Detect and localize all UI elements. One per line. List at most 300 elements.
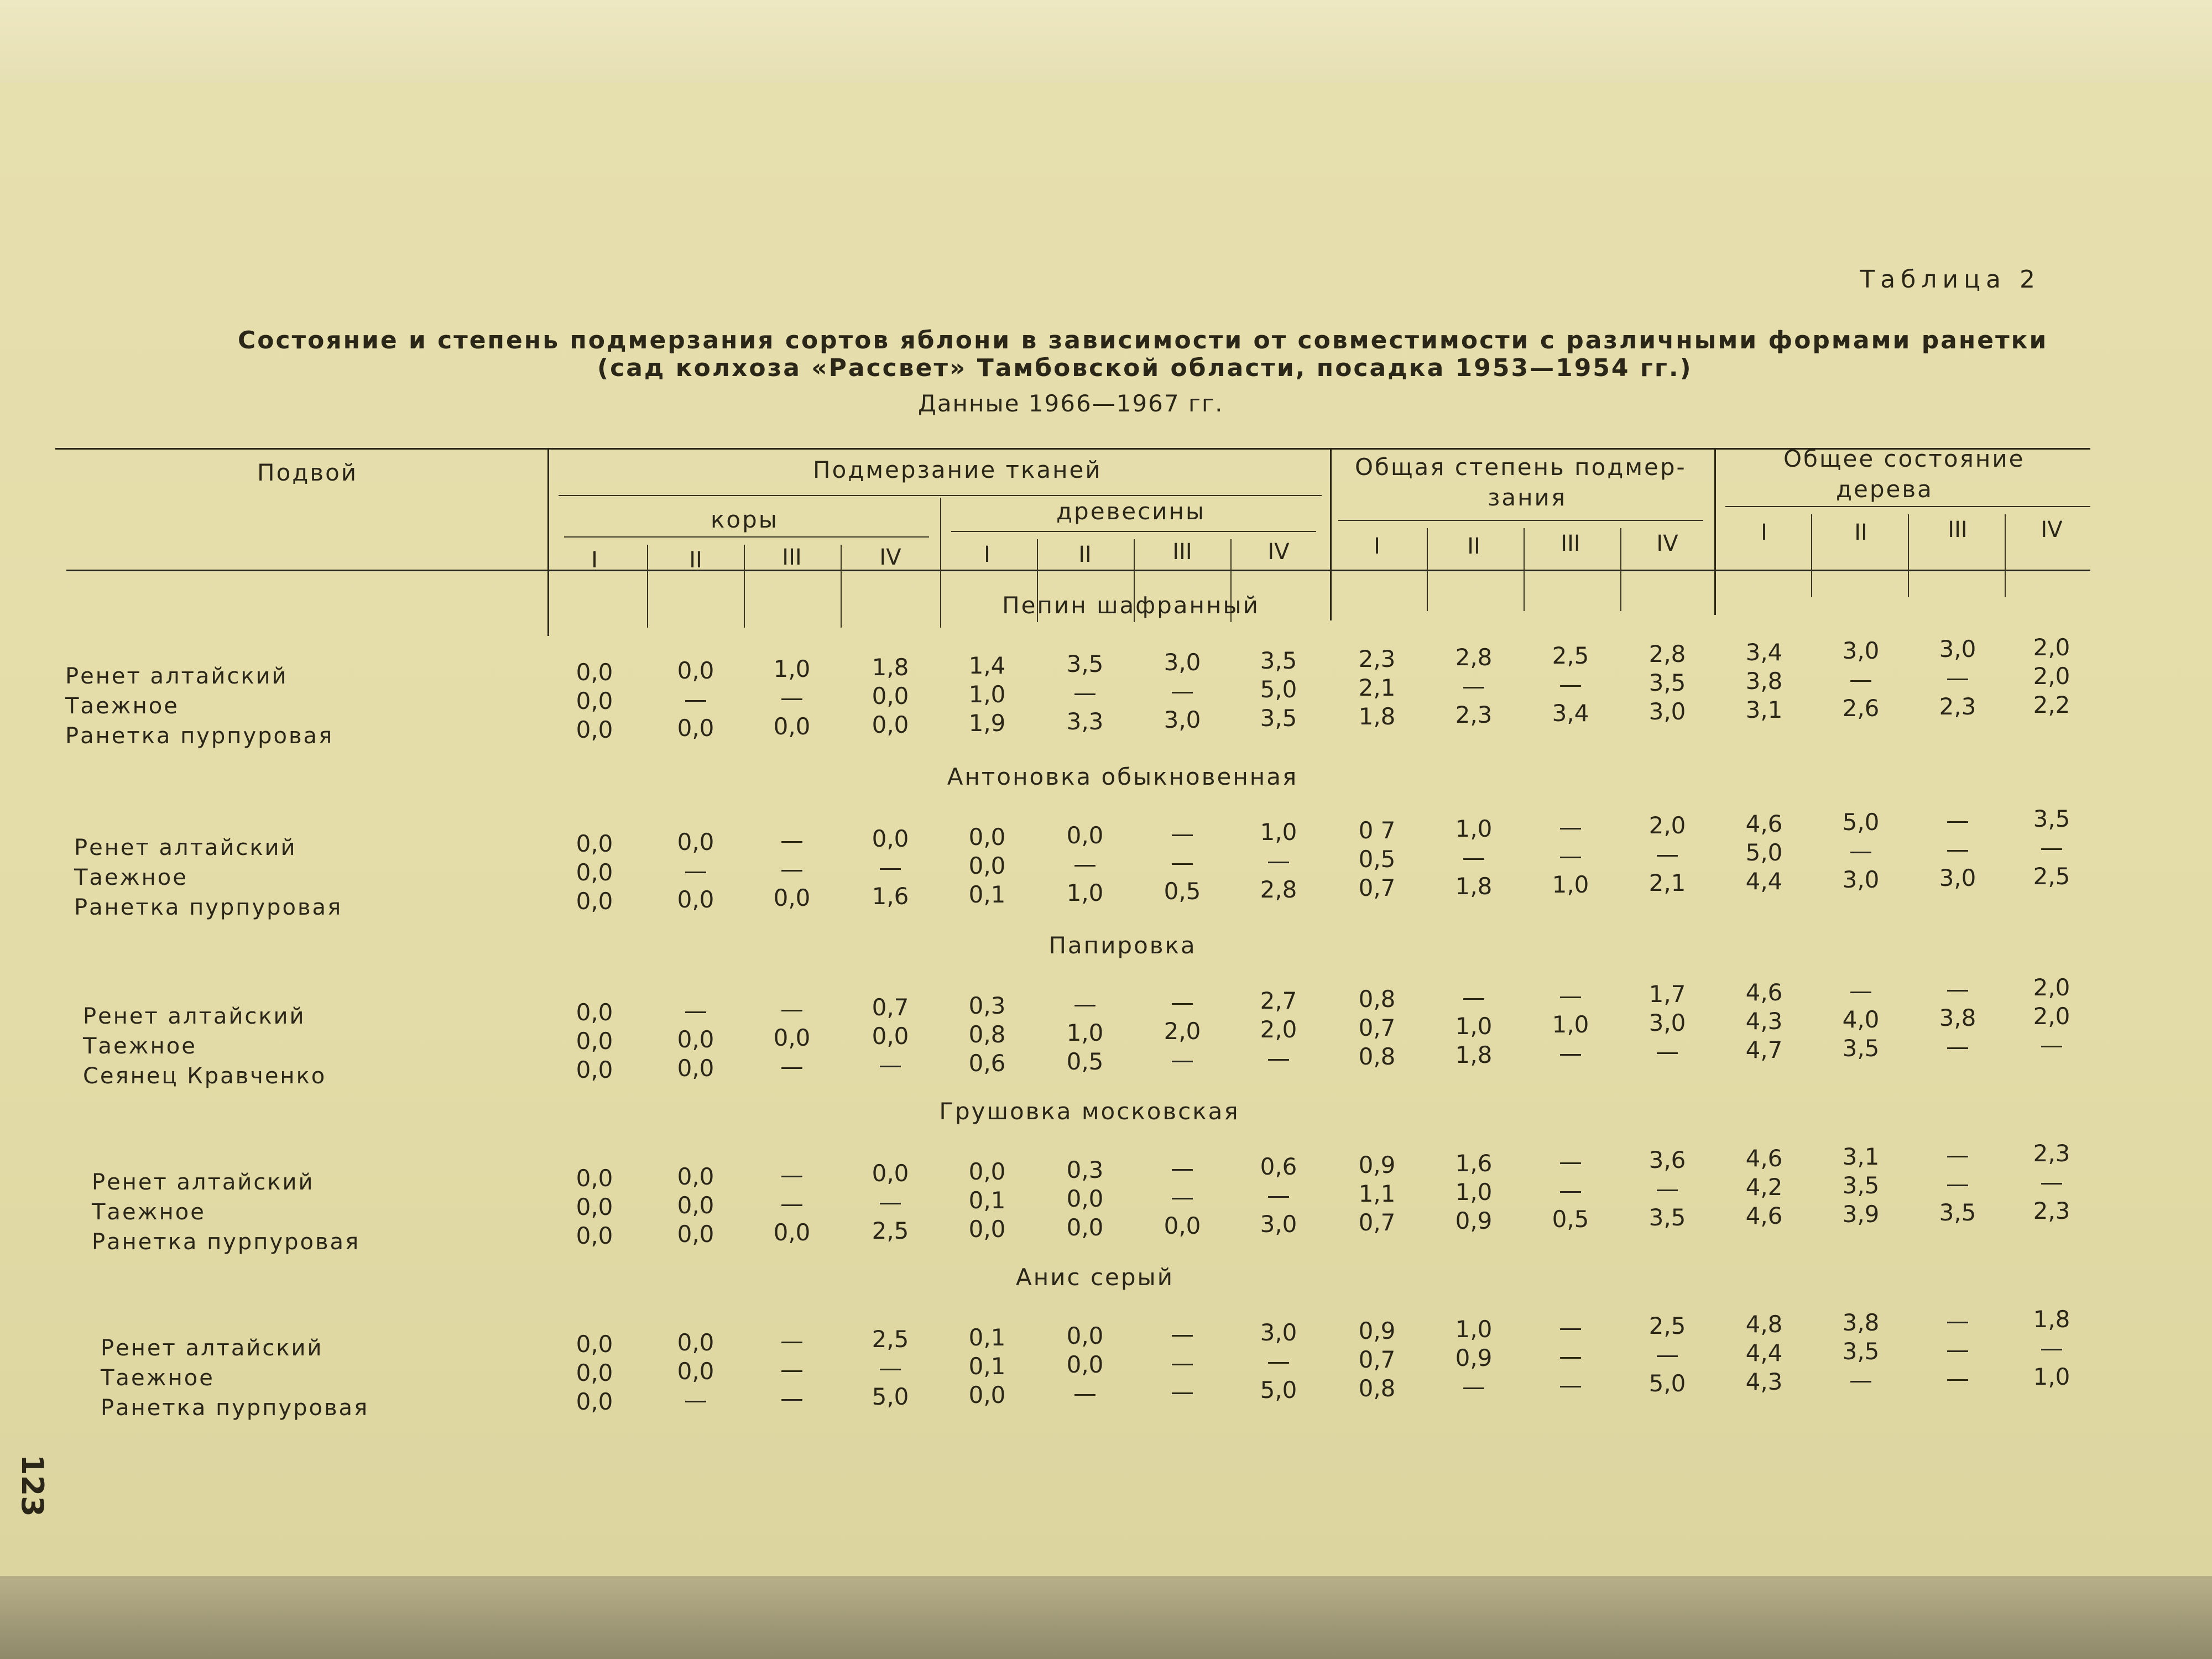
table-years: Данные 1966—1967 гг.	[918, 390, 1224, 417]
table-cell: —	[1946, 975, 1969, 1003]
table-cell: 0,0	[773, 1024, 811, 1051]
table-cell: 0,7	[1358, 1209, 1396, 1236]
table-cell: —	[1849, 666, 1872, 693]
table-cell: 2,3	[1358, 645, 1396, 672]
table-cell: 0,0	[1066, 1351, 1104, 1378]
table-cell: 0,0	[773, 713, 811, 740]
table-cell: 0,5	[1358, 846, 1396, 873]
table-cell: 2,0	[2033, 634, 2070, 661]
table-title: Состояние и степень подмерзания сортов яблони в зависимости от совместимости с различными формами ранетки	[238, 326, 2048, 354]
table-cell: 3,0	[1164, 649, 1201, 676]
table-cell: 5,0	[1648, 1370, 1686, 1397]
table-cell: 3,5	[1648, 1204, 1686, 1231]
table-cell: —	[684, 686, 707, 713]
table-cell: —	[1946, 1336, 1969, 1363]
table-cell: 3,6	[1648, 1146, 1686, 1173]
table-cell: 4,7	[1745, 1036, 1783, 1063]
table-cell: —	[780, 1327, 804, 1354]
table-cell: 0,0	[576, 1222, 613, 1249]
column-header-roman: III	[1172, 539, 1192, 565]
table-cell: —	[1462, 1373, 1485, 1400]
table-cell: 3,5	[1842, 1035, 1880, 1062]
table-cell: —	[780, 1161, 804, 1188]
table-cell: 2,8	[1260, 876, 1297, 903]
table-cell: 2,1	[1648, 869, 1686, 896]
table-cell: 3,0	[1939, 635, 1976, 662]
col-divider	[1427, 528, 1428, 611]
table-cell: 0,5	[1552, 1206, 1589, 1233]
table-cell: 1,1	[1358, 1180, 1396, 1207]
table-cell: 0,0	[1066, 1322, 1104, 1349]
table-cell: 2,6	[1842, 695, 1880, 722]
table-cell: 0,0	[968, 852, 1006, 879]
table-cell: 1,0	[1455, 815, 1493, 842]
col-divider	[647, 545, 648, 628]
table-cell: 0,0	[968, 1158, 1006, 1185]
header-bark: коры	[711, 506, 779, 533]
table-cell: 0,1	[968, 1353, 1006, 1380]
table-cell: 1,0	[1552, 1011, 1589, 1038]
column-header-roman: IV	[1267, 539, 1290, 565]
table-cell: 1,0	[1066, 879, 1104, 906]
table-cell: 5,0	[1745, 839, 1783, 866]
table-cell: —	[1171, 820, 1194, 847]
col-divider	[1524, 528, 1525, 611]
table-cell: —	[1946, 664, 1969, 691]
table-cell: —	[1267, 1182, 1290, 1209]
table-cell: —	[1946, 1170, 1969, 1197]
table-cell: 0,6	[1260, 1153, 1297, 1180]
table-cell: 0,0	[1066, 822, 1104, 849]
table-cell: 3,5	[1260, 705, 1297, 732]
table-cell: 2,8	[1648, 640, 1686, 667]
table-cell: 0,0	[576, 1056, 613, 1083]
table-cell: —	[1171, 1046, 1194, 1073]
group-divider-2	[1714, 449, 1716, 615]
variety-heading: Пепин шафранный	[1002, 592, 1260, 619]
table-cell: —	[1171, 1321, 1194, 1348]
table-cell: 3,0	[1260, 1211, 1297, 1238]
table-cell: 0,0	[576, 716, 613, 743]
table-cell: 0,0	[773, 1219, 811, 1246]
table-cell: —	[684, 857, 707, 884]
table-cell: 3,4	[1552, 700, 1589, 727]
table-cell: 3,0	[1648, 1009, 1686, 1036]
table-cell: —	[1073, 990, 1097, 1018]
table-cell: 2,3	[1939, 693, 1976, 720]
table-cell: 1,0	[1455, 1178, 1493, 1206]
table-cell: 3,9	[1842, 1201, 1880, 1228]
table-cell: 4,2	[1745, 1173, 1783, 1201]
table-cell: —	[1849, 977, 1872, 1004]
column-header-roman: I	[1761, 520, 1767, 545]
table-cell: 1,8	[2033, 1306, 2070, 1333]
header-overall-state-l1: Общее состояние	[1783, 445, 2025, 472]
table-cell: 0,0	[677, 1192, 714, 1219]
table-cell: —	[2040, 1031, 2063, 1058]
table-cell: —	[1849, 1366, 1872, 1394]
table-cell: 0,0	[576, 1331, 613, 1358]
table-cell: 4,6	[1745, 810, 1783, 837]
table-cell: 0,7	[1358, 1346, 1396, 1373]
table-cell: —	[1656, 841, 1679, 868]
table-cell: —	[684, 1386, 707, 1413]
table-cell: 4,3	[1745, 1008, 1783, 1035]
table-cell: 0,0	[677, 714, 714, 742]
table-cell: 2,5	[872, 1326, 909, 1353]
rootstock-label: Ренет алтайский	[101, 1335, 324, 1361]
rootstock-label: Ранетка пурпуровая	[101, 1395, 369, 1421]
table-cell: —	[1073, 851, 1097, 878]
table-cell: 2,5	[2033, 863, 2070, 890]
table-cell: 0,0	[677, 1358, 714, 1385]
table-cell: 5,0	[872, 1383, 909, 1410]
table-cell: 2,5	[872, 1217, 909, 1244]
table-cell: 0,1	[968, 1324, 1006, 1351]
table-cell: 0,5	[1164, 878, 1201, 905]
table-cell: —	[879, 1354, 902, 1381]
table-cell: 0,0	[677, 1026, 714, 1053]
degree-underline	[1338, 520, 1703, 521]
column-header-roman: III	[1948, 517, 1968, 542]
table-cell: 0,0	[576, 659, 613, 686]
header-overall-degree-l2: зания	[1488, 484, 1567, 511]
table-cell: 3,4	[1745, 639, 1783, 666]
table-cell: —	[1462, 984, 1485, 1011]
table-cell: —	[1559, 1343, 1582, 1370]
table-cell: —	[1849, 837, 1872, 864]
table-cell: —	[1171, 849, 1194, 876]
column-header-roman: II	[1467, 534, 1480, 559]
table-cell: 0,0	[773, 884, 811, 911]
col-divider	[841, 545, 842, 628]
variety-heading: Папировка	[1048, 932, 1197, 959]
table-cell: —	[879, 1051, 902, 1078]
table-cell: 4,6	[1745, 1145, 1783, 1172]
table-cell: 3,3	[1066, 708, 1104, 735]
column-header-roman: IV	[2041, 517, 2063, 542]
table-cell: 0,0	[677, 1220, 714, 1248]
table-cell: 3,0	[1842, 637, 1880, 664]
table-cell: 2,3	[2033, 1197, 2070, 1224]
table-cell: 0 7	[1358, 817, 1396, 844]
table-cell: 3,0	[1939, 864, 1976, 891]
table-cell: —	[1656, 1038, 1679, 1065]
header-overall-degree-l1: Общая степень подмер-	[1355, 453, 1687, 481]
header-tissue-freezing: Подмерзание тканей	[813, 456, 1102, 483]
table-cell: 2,8	[1455, 644, 1493, 671]
table-cell: 2,0	[2033, 662, 2070, 690]
table-cell: 0,0	[872, 1022, 909, 1050]
rootstock-label: Таежное	[65, 693, 179, 719]
book-page	[0, 83, 2212, 1576]
table-cell: —	[1559, 1314, 1582, 1341]
group-divider-bark-wood	[940, 498, 941, 628]
table-cell: 0,5	[1066, 1048, 1104, 1075]
table-cell: —	[780, 995, 804, 1022]
table-cell: —	[1267, 1045, 1290, 1072]
tissue-underline	[559, 495, 1322, 496]
table-cell: 0,0	[677, 1329, 714, 1356]
table-cell: 4,4	[1745, 868, 1783, 895]
table-cell: 0,1	[968, 881, 1006, 908]
table-cell: 4,6	[1745, 1202, 1783, 1229]
table-cell: 0,1	[968, 1187, 1006, 1214]
table-cell: 3,5	[1066, 650, 1104, 677]
table-cell: 3,5	[1260, 647, 1297, 674]
rootstock-label: Таежное	[83, 1034, 197, 1059]
rootstock-label: Таежное	[101, 1365, 215, 1391]
table-cell: 1,0	[1455, 1316, 1493, 1343]
table-cell: —	[1946, 1307, 1969, 1334]
table-cell: 1,8	[1455, 873, 1493, 900]
table-cell: 0,0	[576, 687, 613, 714]
col-divider	[1908, 514, 1909, 597]
column-header-roman: I	[984, 542, 990, 567]
table-cell: —	[780, 1190, 804, 1217]
table-cell: 1,0	[968, 681, 1006, 708]
table-cell: —	[879, 1188, 902, 1215]
table-cell: —	[780, 855, 804, 883]
rootstock-label: Ранетка пурпуровая	[92, 1229, 361, 1255]
table-cell: 0,0	[677, 1163, 714, 1190]
table-cell: 4,4	[1745, 1339, 1783, 1366]
table-cell: —	[2040, 1168, 2063, 1196]
table-cell: 2,2	[2033, 691, 2070, 718]
table-cell: —	[1171, 677, 1194, 705]
table-cell: —	[2040, 1334, 2063, 1361]
table-cell: —	[1946, 1033, 1969, 1060]
table-cell: 0,3	[968, 992, 1006, 1019]
col-divider	[744, 545, 745, 628]
wood-underline	[951, 531, 1316, 532]
table-cell: —	[1171, 1349, 1194, 1376]
table-cell: —	[1073, 1380, 1097, 1407]
table-cell: —	[879, 854, 902, 881]
column-header-roman: I	[1374, 534, 1380, 559]
table-cell: —	[780, 1385, 804, 1412]
table-cell: 0,0	[1066, 1185, 1104, 1212]
table-cell: 1,0	[2033, 1363, 2070, 1390]
table-cell: 0,3	[1066, 1156, 1104, 1183]
table-cell: 0,9	[1455, 1344, 1493, 1371]
rootstock-label: Ранетка пурпуровая	[65, 723, 334, 749]
variety-heading: Грушовка московская	[939, 1098, 1240, 1125]
table-cell: —	[1656, 1175, 1679, 1202]
table-cell: —	[780, 827, 804, 854]
table-cell: —	[1656, 1341, 1679, 1368]
bark-underline	[564, 536, 929, 538]
table-cell: 0,0	[576, 830, 613, 857]
table-cell: 3,8	[1939, 1004, 1976, 1031]
table-cell: 0,0	[576, 1027, 613, 1055]
table-cell: 0,0	[576, 1388, 613, 1415]
table-cell: 0,0	[968, 823, 1006, 851]
table-cell: —	[1073, 679, 1097, 706]
table-cell: 2,5	[1552, 642, 1589, 669]
table-cell: 0,7	[1358, 874, 1396, 901]
table-cell: 3,5	[2033, 805, 2070, 832]
table-cell: 0,0	[872, 1160, 909, 1187]
table-cell: 3,1	[1842, 1143, 1880, 1170]
table-cell: 1,6	[872, 883, 909, 910]
table-cell: 0,8	[1358, 985, 1396, 1013]
table-cell: —	[1559, 1371, 1582, 1399]
table-cell: —	[1267, 847, 1290, 874]
table-cell: 0,9	[1358, 1317, 1396, 1344]
table-cell: 2,0	[1260, 1016, 1297, 1043]
table-cell: 0,0	[1164, 1212, 1201, 1239]
table-cell: 5,0	[1260, 676, 1297, 703]
column-header-roman: IV	[879, 545, 901, 570]
table-cell: —	[1171, 1378, 1194, 1405]
table-cell: 3,8	[1842, 1309, 1880, 1336]
table-cell: 0,0	[576, 1359, 613, 1386]
table-label: Таблица 2	[1860, 265, 2041, 294]
table-cell: 5,0	[1842, 808, 1880, 836]
table-cell: —	[1559, 842, 1582, 869]
table-cell: —	[1946, 1365, 1969, 1392]
table-cell: 0,0	[872, 711, 909, 738]
table-cell: —	[780, 1053, 804, 1080]
table-cell: 0,7	[872, 994, 909, 1021]
table-cell: 3,8	[1745, 667, 1783, 695]
column-header-roman: III	[782, 545, 802, 570]
table-cell: 0,0	[872, 825, 909, 852]
table-cell: 2,0	[2033, 974, 2070, 1001]
table-cell: 3,0	[1164, 706, 1201, 733]
table-cell: 2,0	[1648, 812, 1686, 839]
table-cell: 0,0	[576, 1165, 613, 1192]
table-cell: 0,0	[576, 859, 613, 886]
table-cell: —	[1946, 1141, 1969, 1168]
header-bottom-rule	[66, 570, 2090, 571]
column-header-roman: II	[1078, 542, 1092, 567]
table-cell: —	[1559, 813, 1582, 841]
table-cell: —	[1171, 989, 1194, 1016]
rootstock-label: Таежное	[92, 1199, 206, 1225]
column-header-roman: IV	[1656, 531, 1678, 556]
table-cell: —	[1171, 1155, 1194, 1182]
table-cell: 2,1	[1358, 674, 1396, 701]
table-cell: 5,0	[1260, 1376, 1297, 1404]
table-cell: 1,9	[968, 709, 1006, 737]
rootstock-label: Ренет алтайский	[83, 1004, 306, 1029]
table-subtitle: (сад колхоза «Рассвет» Тамбовской области, посадка 1953—1954 гг.)	[597, 354, 1693, 382]
table-cell: 0,0	[677, 828, 714, 855]
table-cell: 0,8	[1358, 1043, 1396, 1070]
table-cell: —	[1462, 672, 1485, 700]
table-cell: 2,7	[1260, 987, 1297, 1014]
table-cell: 1,6	[1455, 1150, 1493, 1177]
table-cell: 1,8	[1455, 1041, 1493, 1068]
table-cell: 0,0	[968, 1381, 1006, 1408]
table-cell: —	[780, 684, 804, 711]
table-cell: 1,0	[1066, 1019, 1104, 1046]
table-cell: —	[2040, 834, 2063, 861]
variety-heading: Анис серый	[1016, 1264, 1174, 1291]
column-header-roman: III	[1561, 531, 1580, 556]
table-cell: 0,0	[872, 682, 909, 709]
rootstock-label: Ранетка пурпуровая	[74, 895, 343, 920]
col-divider	[1620, 528, 1621, 611]
table-cell: 2,3	[2033, 1140, 2070, 1167]
previous-page-edge	[0, 0, 2212, 84]
table-cell: 0,6	[968, 1050, 1006, 1077]
table-cell: —	[684, 997, 707, 1024]
table-cell: 3,0	[1260, 1319, 1297, 1346]
column-header-roman: I	[591, 547, 598, 573]
table-cell: 3,0	[1842, 866, 1880, 893]
rootstock-label: Ренет алтайский	[74, 835, 297, 860]
table-cell: —	[1462, 844, 1485, 871]
table-cell: —	[1559, 671, 1582, 698]
table-cell: —	[780, 1356, 804, 1383]
col-divider	[2005, 514, 2006, 597]
table-cell: 2,3	[1455, 701, 1493, 728]
table-cell: 0,8	[968, 1021, 1006, 1048]
table-cell: 0,0	[576, 1193, 613, 1220]
page-edge-shadow	[0, 1576, 2212, 1659]
table-cell: 0,0	[677, 886, 714, 913]
table-cell: 3,0	[1648, 698, 1686, 725]
header-wood: древесины	[1056, 498, 1206, 525]
table-cell: 0,0	[677, 657, 714, 684]
table-cell: 0,0	[576, 999, 613, 1026]
table-cell: 2,0	[2033, 1003, 2070, 1030]
state-underline	[1725, 506, 2090, 507]
rootstock-label: Сеянец Кравченко	[83, 1063, 327, 1089]
table-cell: 4,3	[1745, 1368, 1783, 1395]
header-overall-state-l2: дерева	[1836, 476, 1933, 503]
table-cell: 1,8	[1358, 703, 1396, 730]
table-cell: —	[1559, 1040, 1582, 1067]
table-cell: 3,5	[1939, 1199, 1976, 1226]
table-cell: 1,0	[1455, 1013, 1493, 1040]
table-cell: 4,8	[1745, 1311, 1783, 1338]
table-cell: 1,7	[1648, 980, 1686, 1008]
rootstock-label: Ренет алтайский	[92, 1170, 315, 1195]
table-cell: 0,0	[1066, 1214, 1104, 1241]
group-divider-1	[1330, 449, 1332, 620]
table-cell: —	[1559, 1177, 1582, 1204]
table-cell: —	[1946, 807, 1969, 834]
header-rootstock: Подвой	[257, 459, 358, 486]
table-cell: 3,5	[1648, 669, 1686, 696]
rootstock-label: Таежное	[74, 865, 188, 890]
table-cell: 1,0	[773, 655, 811, 682]
table-cell: 3,1	[1745, 696, 1783, 723]
table-cell: 3,5	[1842, 1338, 1880, 1365]
column-header-roman: II	[689, 547, 702, 573]
table-cell: 1,8	[872, 654, 909, 681]
table-cell: 2,0	[1164, 1018, 1201, 1045]
table-cell: —	[1946, 836, 1969, 863]
page-number: 123	[15, 1454, 50, 1517]
table-cell: 0,0	[968, 1215, 1006, 1243]
table-cell: 0,9	[1358, 1151, 1396, 1178]
table-cell: 1,4	[968, 652, 1006, 679]
table-cell: —	[1267, 1348, 1290, 1375]
table-cell: 0,8	[1358, 1375, 1396, 1402]
variety-heading: Антоновка обыкновенная	[947, 763, 1298, 790]
table-cell: 0,9	[1455, 1207, 1493, 1234]
col-divider	[1811, 514, 1812, 597]
table-cell: 1,0	[1260, 818, 1297, 846]
table-cell: 0,0	[576, 888, 613, 915]
table-cell: —	[1171, 1183, 1194, 1211]
rootstock-label: Ренет алтайский	[65, 664, 288, 689]
